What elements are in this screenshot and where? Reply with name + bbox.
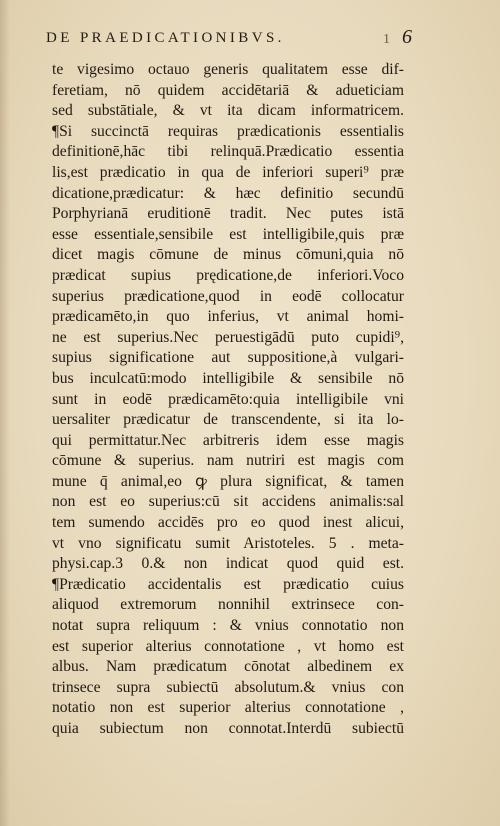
text-line: cōmune & superius. nam nutriri est magis com — [52, 452, 404, 470]
text-line: supius significatione aut suppositione,à vulgari- — [52, 349, 404, 367]
text-line: quia subiectum non connotat.Interdū subiectū — [52, 720, 404, 737]
text-line: lis,est prædicatio in qua de inferiori superi⁹ præ — [52, 163, 404, 181]
text-line: superius prædicatione,quod in eodē collocatur — [52, 287, 404, 305]
text-line: te vigesimo octauo generis qualitatem esse dif- — [52, 61, 404, 78]
text-line: esse essentiale,sensibile est intelligibile,quis præ — [52, 225, 404, 243]
text-line: prædicamēto,in quo inferius, vt animal homi- — [52, 308, 404, 326]
text-line: uersaliter prædicatur de transcendente, si ita lo- — [52, 411, 404, 429]
text-line: vt vno significatu sumit Aristoteles. 5 . meta- — [52, 534, 404, 552]
text-line: feretiam, nō quidem accidētariā & adueticiam — [52, 81, 404, 99]
text-line: est superior alterius connotatione , vt homo est — [52, 637, 404, 655]
text-line: sed substātiale, & vt ita dicam informatricem. — [52, 102, 404, 120]
text-line: physi.cap.3 0.& non indicat quod quid est. — [52, 555, 404, 573]
text-line: dicatione,prædicatur: & hæc definitio secundū — [52, 184, 404, 202]
text-line: ¶Prædicatio accidentalis est prædicatio cuius — [52, 575, 404, 593]
signature-mark: 1 — [383, 32, 390, 47]
text-line: mune q̄ animal,eo ꝙ plura significat, & tamen — [52, 472, 404, 490]
text-line: prædicat supius prędicatione,de inferiori.Voco — [52, 266, 404, 284]
text-line: albus. Nam prædicatum cōnotat albedinem ex — [52, 658, 404, 676]
text-line: dicet magis cōmune de minus cōmuni,quia nō — [52, 246, 404, 264]
text-line: trinsece supra subiectū absolutum.& vnius con — [52, 678, 404, 696]
text-line: non est eo superius:cū sit accidens animalis:sal — [52, 493, 404, 511]
main-text-block — [52, 60, 404, 750]
text-line: qui permittatur.Nec arbitreris idem esse magis — [52, 431, 404, 449]
folio-number: 6 — [402, 26, 412, 48]
text-line: tem sumendo accidēs pro eo quod inest alicui, — [52, 514, 404, 532]
text-line: aliquod extremorum nonnihil extrinsece con- — [52, 596, 404, 614]
running-head — [46, 28, 456, 50]
text-line: ¶Si succinctā requiras prædicationis essentialis — [52, 122, 404, 140]
text-line: notat supra reliquum : & vnius connotatio non — [52, 617, 404, 635]
text-line: definitionē,hāc tibi relinquā.Prædicatio essentia — [52, 143, 404, 161]
text-line: ne est superius.Nec peruestigādū puto cupidi⁹, — [52, 328, 404, 346]
text-line: bus inculcatū:modo intelligibile & sensibile nō — [52, 369, 404, 387]
page-gutter-shadow — [0, 0, 10, 826]
text-line: sunt in eodē prædicamēto:quia intelligibile vni — [52, 390, 404, 408]
text-line: notatio non est superior alterius connotatione , — [52, 699, 404, 717]
text-line: Porphyrianā eruditionē tradit. Nec putes istā — [52, 205, 404, 223]
running-title: DE PRAEDICATIONIBVS. — [46, 30, 285, 46]
